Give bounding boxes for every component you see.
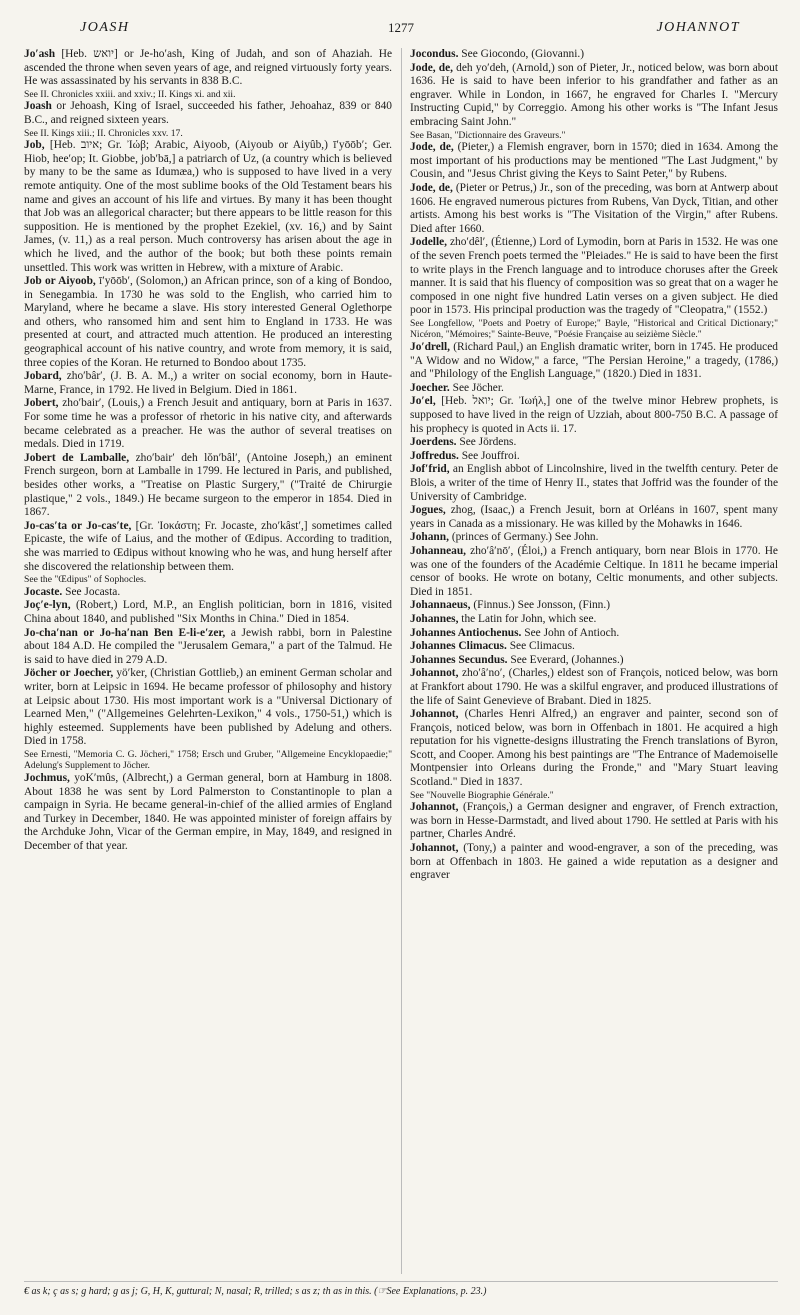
entry-text: zho′bair′, (Louis,) a French Jesuit and antiquary, born at Paris in 1637. For some time he was a professor of rhetoric in his native city, and afterwards became celebrated as a preacher. He was the author of several treatises on medals. Died in 1719. [24, 397, 392, 451]
dictionary-entry [410, 627, 778, 641]
entry-text: See Jocasta. [65, 585, 121, 598]
entry-headword: Joerdens. [410, 436, 457, 449]
dictionary-entry [410, 599, 778, 613]
dictionary-entry [410, 531, 778, 545]
entry-text: (Finnus.) See Jonsson, (Finn.) [473, 599, 611, 612]
dictionary-entry [410, 48, 778, 62]
entry-text: (Charles Henri Alfred,) an engraver and painter, second son of François, noticed below, was born in Offenbach in 1801. He acquired a high reputation for his vignette-designs illustrating the French translations of Byron, Scott, and Cooper. Among his best paintings are "The Entrance of Mademoiselle Montpensier into Orleans during the Fronde," and "Mary Stuart leaving Scotland." Died in 1837. [410, 708, 778, 789]
entry-text: yö′ker, (Christian Gottlieb,) an eminent German scholar and writer, born at Leipsic in 1694. He became professor of philosophy and history at Leipsic about 1730. His most important work is a "Universal Dictionary of Learned Men," ("Allgemeines Gelehrten-Lexikon," 4 vols., 1750-51,) which is highly esteemed. Supplements have been published by Adelung and others. Died in 1758. [24, 667, 392, 748]
entry-text: (François,) a German designer and engraver, of French extraction, was born in Hesse-Darmstadt, and lived about 1790. He settled at Paris with his partner, Charles André. [410, 801, 778, 841]
entry-text: See Jördens. [459, 436, 517, 449]
entry-headword: Johannot, [410, 842, 459, 855]
entry-text: yoK′mûs, (Albrecht,) a German general, born at Hamburg in 1808. About 1838 he was sent by Lord Palmerston to Constantinople to plan a campaign in Syria. He became general-in-chief of the allied armies of England and Turkey in December, 1840. He was appointed minister of foreign affairs by the Archduke John, Vicar of the German empire, in May, 1849, and resigned in December of that year. [24, 772, 392, 853]
entry-text: See Everard, (Johannes.) [510, 653, 624, 666]
entry-headword: Joash [24, 100, 52, 113]
header-right-word: JOHANNOT [656, 20, 740, 35]
dictionary-entry [24, 586, 392, 600]
entry-headword: Johannes Climacus. [410, 640, 507, 653]
entry-text: (princes of Germany.) See John. [451, 531, 599, 544]
entry-headword: Jof′frid, [410, 463, 450, 476]
header-left-word: JOASH [80, 20, 130, 35]
entry-headword: Jo′ash [24, 48, 56, 60]
entry-text: See Jouffroi. [461, 449, 520, 462]
entry-headword: Joç′e-lyn, [24, 599, 71, 612]
entry-headword: Jöcher or Joecher, [24, 667, 114, 680]
dictionary-entry [410, 463, 778, 504]
dictionary-entry [24, 452, 392, 520]
entry-headword: Jo′el, [410, 395, 436, 408]
dictionary-entry [410, 182, 778, 236]
entry-headword: Jocaste. [24, 585, 63, 598]
dictionary-entry [24, 667, 392, 749]
entry-headword: Johannot, [410, 708, 459, 721]
column-divider [401, 48, 402, 1274]
dictionary-entry [24, 48, 392, 89]
entry-reference-note: See "Nouvelle Biographie Générale." [410, 789, 554, 801]
entry-headword: Johannes, [410, 612, 459, 625]
entry-headword: Johannaeus, [410, 599, 471, 612]
dictionary-entry [24, 370, 392, 397]
dictionary-entry [24, 599, 392, 626]
dictionary-entry [410, 395, 778, 436]
dictionary-entry [24, 772, 392, 854]
entry-headword: Joffredus. [410, 449, 459, 462]
entry-text: zho′bâr′, (J. B. A. M.,) a writer on social economy, born in Haute-Marne, France, in 1792. He lived in Belgium. Died in 1861. [24, 370, 392, 396]
dictionary-entry [410, 504, 778, 531]
entry-headword: Johann, [410, 531, 449, 544]
entry-reference-note: See Basan, "Dictionnaire des Graveurs." [410, 129, 566, 141]
entry-text: the Latin for John, which see. [461, 612, 597, 625]
entry-headword: Johannes Antiochenus. [410, 626, 522, 639]
dictionary-entry [410, 801, 778, 842]
dictionary-entry [410, 667, 778, 708]
entry-text: [Heb. איוב; Gr. Ἰώβ; Arabic, Aiyoob, (Aiyoub or Aiyûb,) ī′yōōb′; Ger. Hiob, hee′op; It. Giobbe, job′bā,] a patriarch of Uz, (a country which is believed by many to be the same as Idumæa,) who is supposed to have lived in a very remote antiquity. One of the most sublime books of the Old Testament bears his name and gives an account of his life and virtues. By many it has been thought that Job was an allegorical character; but there appears to be little reason for this supposition. He is mentioned by the prophet Ezekiel, (xv. 16,) and by Saint James, (v. 11,) as a real person. Much controversy has arisen about the age in which he lived, and the author of the book; but both these points remain unsettled. This work was written in Hebrew, with a mixture of Arabic. [24, 139, 392, 274]
entry-headword: Johanneau, [410, 544, 467, 557]
dictionary-entry [410, 708, 778, 790]
dictionary-entry [410, 613, 778, 627]
entry-reference-note: See II. Kings xiii.; II. Chronicles xxv. 17. [24, 127, 183, 139]
entry-text: [Gr. Ἰοκάστη; Fr. Jocaste, zho′kâst′,] sometimes called Epicaste, the wife of Laius, and the mother of Œdipus. According to tradition, she was married to Œdipus without knowing who he was, and hung herself after she discovered the relationship between them. [24, 519, 392, 573]
entry-reference-note: See the "Œdipus" of Sophocles. [24, 574, 147, 586]
dictionary-entry [24, 627, 392, 668]
entry-text: (Robert,) Lord, M.P., an English politician, born in 1816, visited China about 1840, and published "Six Months in China." Died in 1854. [24, 599, 392, 625]
dictionary-entry [410, 382, 778, 396]
dictionary-entry [410, 436, 778, 450]
entry-text: See Giocondo, (Giovanni.) [461, 48, 585, 60]
dictionary-entry [410, 236, 778, 318]
entry-text: zho′dêl′, (Étienne,) Lord of Lymodin, born at Paris in 1532. He was one of the seven French poets termed the "Pleiades." He is said to have been the first to write plays in the French language and to introduce choruses after the Greek manner. It is said that his fluency of composition was so great that on a wager he composed in one night five hundred Latin verses on a given subject. He died poor in 1573. His principal production was the tragedy of "Cleopatra," (1552.) [410, 236, 778, 317]
dictionary-entry [24, 100, 392, 127]
entry-headword: Johannot, [410, 667, 459, 680]
entry-text: or Jehoash, King of Israel, succeeded his father, Jehoahaz, 839 or 840 B.C., and reigned sixteen years. [24, 100, 392, 126]
entry-headword: Jodelle, [410, 236, 448, 249]
entry-text: zho′bair′ deh lŏn′bâl′, (Antoine Joseph,) an eminent French surgeon, born at Lamballe in 1799. He lectured in Paris, and published, besides other works, a "Treatise on Plastic Surgery," ("Traité de Chirurgie plastique," 2 vols., 1849.) He became surgeon to the emperor in 1854. Died in 1867. [24, 451, 392, 519]
entry-reference-note: See Longfellow, "Poets and Poetry of Europe;" Bayle, "Historical and Critical Dictionary;" Nicéron, "Mémoires;" Sainte-Beuve, "Poésie Française au seizième Siècle." [410, 317, 778, 341]
entry-text: See Climacus. [509, 640, 575, 653]
entry-headword: Jobard, [24, 370, 62, 383]
running-header [24, 14, 778, 48]
entry-reference-note: See Ernesti, "Memoria C. G. Jöcheri," 1758; Ersch und Gruber, "Allgemeine Encyklopaedie;" Adelung's Supplement to Jöcher. [24, 748, 392, 772]
entry-text: See Jöcher. [452, 381, 504, 394]
entry-headword: Jogues, [410, 504, 446, 517]
entry-text: zho′â′no′, (Charles,) eldest son of François, noticed below, was born at Frankfort about 1790. He was a skilful engraver, and produced illustrations of the life of Saint Genevieve of Brabant. Died in 1825. [410, 667, 778, 707]
entry-text: (Tony,) a painter and wood-engraver, a son of the preceding, was born at Offenbach in 1803. He gained a wide reputation as a designer and engraver [410, 842, 778, 882]
page-number: 1277 [388, 20, 414, 35]
entry-text: [Heb. יואש] or Je-ho′ash, King of Judah, and son of Ahaziah. He ascended the throne when seven years of age, and reigned virtuously forty years. He was assassinated by his servants in 838 B.C. [24, 48, 392, 88]
two-column-body [24, 48, 778, 1274]
entry-text: a Jewish rabbi, born in Palestine about 184 A.D. He compiled the "Jerusalem Gemara," a part of the Talmud. He is said to have died in 279 A.D. [24, 626, 392, 666]
dictionary-entry [410, 545, 778, 599]
dictionary-entry [24, 275, 392, 370]
entry-headword: Jobert, [24, 397, 59, 410]
entry-text: (Richard Paul,) an English dramatic writer, born in 1745. He produced "A Widow and no Widow," a farce, "The Persian Heroine," a tragedy, (1786,) and "Philology of the English Language," (1820.) Died in 1831. [410, 341, 778, 381]
dictionary-entry [24, 520, 392, 574]
entry-text: deh yo′deh, (Arnold,) son of Pieter, Jr., noticed below, was born about 1636. He is said to have been inferior to his grandfather and father as an engraver. While in London, in 1667, he engraved for Charles I. "Mercury Instructing Cupid," by Correggio. Among his other works is "The Infant Jesus embracing Saint John." [410, 61, 778, 128]
dictionary-entry [24, 139, 392, 275]
entry-headword: Jode, de, [410, 141, 454, 154]
entry-headword: Job or Aiyoob, [24, 275, 96, 288]
entry-text: (Pieter,) a Flemish engraver, born in 1570; died in 1634. Among the most important of his productions may be mentioned "The Last Judgment," by Cousin, and "Jesus Christ giving the Keys to Saint Peter," by Rubens. [410, 141, 778, 181]
dictionary-entry [410, 640, 778, 654]
entry-headword: Jo-cas′ta or Jo-cas′te, [24, 519, 132, 532]
dictionary-entry [410, 842, 778, 883]
pronunciation-key: € as k; ç as s; g hard; g as j; G, H, K, guttural; N, nasal; R, trilled; s as z; th as in this. (☞See Explanations, p. 23.) [24, 1281, 778, 1297]
entry-headword: Job, [24, 139, 45, 152]
entry-headword: Jobert de Lamballe, [24, 451, 130, 464]
entry-headword: Jo′drell, [410, 341, 451, 354]
entry-headword: Jochmus, [24, 772, 70, 785]
entry-text: [Heb. יואל; Gr. Ἰωήλ,] one of the twelve minor Hebrew prophets, is supposed to have lived in the reign of Uzziah, about 800-750 B.C. A passage of his prophecy is quoted in Acts ii. 17. [410, 395, 778, 435]
entry-headword: Jode, de, [410, 61, 454, 74]
entry-text: ī′yōōb′, (Solomon,) an African prince, son of a king of Bondoo, in Senegambia. In 1730 he was sold to the English, who carried him to Maryland, where he became a slave. His story interested General Oglethorpe and others, who ransomed him and sent him to England in 1733. He was presented at court, and attracted much attention. He produced an interesting geographical account of his native country, and wrote from memory, it is said, three copies of the Koran. He returned to Bondoo about 1735. [24, 275, 392, 369]
entry-text: See John of Antioch. [524, 626, 620, 639]
entry-headword: Jocondus. [410, 48, 459, 60]
entry-headword: Jo-cha′nan or Jo-ha′nan Ben E-li-e′zer, [24, 626, 226, 639]
entry-headword: Johannot, [410, 801, 459, 814]
dictionary-entry [410, 341, 778, 382]
entry-text: zhog, (Isaac,) a French Jesuit, born at Orléans in 1607, spent many years in Canada as a missionary. He was killed by the Mohawks in 1646. [410, 504, 778, 530]
dictionary-entry [410, 62, 778, 130]
entry-headword: Joecher. [410, 381, 450, 394]
dictionary-entry [410, 654, 778, 668]
left-column [24, 48, 392, 1274]
entry-text: (Pieter or Petrus,) Jr., son of the preceding, was born at Antwerp about 1606. He engraved numerous pictures from Rubens, Van Dyck, Titian, and other artists. Among his best works is "The Visitation of the Virgin," after Rubens. Died after 1660. [410, 181, 778, 235]
entry-headword: Johannes Secundus. [410, 653, 508, 666]
dictionary-entry [24, 397, 392, 451]
entry-headword: Jode, de, [410, 181, 453, 194]
entry-reference-note: See II. Chronicles xxiii. and xxiv.; II. Kings xi. and xii. [24, 88, 236, 100]
dictionary-entry [410, 450, 778, 464]
right-column [410, 48, 778, 1274]
entry-text: an English abbot of Lincolnshire, lived in the twelfth century. Peter de Blois, a writer of the time of Henry II., states that Joffrid was the founder of the University of Cambridge. [410, 463, 778, 503]
dictionary-entry [410, 141, 778, 182]
entry-text: zho′â′nō′, (Éloi,) a French antiquary, born near Blois in 1770. He was one of the founders of the Académie Celtique. In 1811 he became imperial censor of books. He wrote on botany, Celtic monuments, and other subjects. Died in 1851. [410, 544, 778, 598]
